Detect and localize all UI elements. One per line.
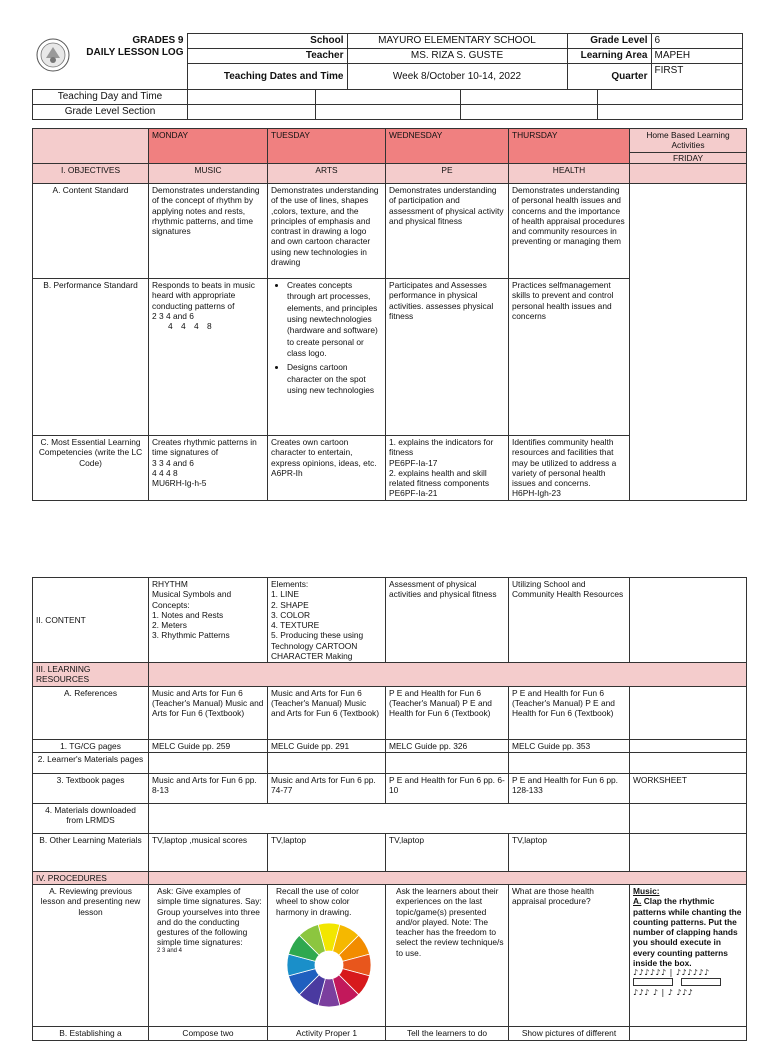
content-standard-label: A. Content Standard <box>33 184 149 279</box>
day-thursday: THURSDAY <box>509 129 630 164</box>
tg-pages-mon: MELC Guide pp. 259 <box>149 739 268 752</box>
color-wheel-image <box>285 921 373 1009</box>
dates-label: Teaching Dates and Time <box>187 64 347 90</box>
day-time-table <box>32 89 743 120</box>
friday-objectives-blank <box>630 184 747 501</box>
melc-mon-line1: Creates rhythmic patterns in time signatures of <box>152 437 257 458</box>
content-tue-line: 1. LINE <box>271 589 299 600</box>
other-materials-wed: TV,laptop <box>386 833 509 871</box>
melc-wed-code2: PE6PF-Ia-21 <box>389 488 438 499</box>
performance-standard-tue <box>268 279 386 436</box>
reviewing-lesson-label: A. Reviewing previous lesson and presenting new lesson <box>33 885 149 1027</box>
reviewing-wed: Ask the learners about their experiences on the last topic/game(s) presented and/or played. Note: The teacher has the freedom to select the review technique/s to use. <box>386 885 509 1027</box>
textbook-pages-fri: WORKSHEET <box>630 773 747 803</box>
performance-standard-mon <box>149 279 268 436</box>
melc-wed-line1: 1. explains the indicators for fitness <box>389 437 494 458</box>
tg-pages-label: 1. TG/CG pages <box>33 739 149 752</box>
content-thu: Utilizing School and Community Health Resources <box>509 578 630 663</box>
rhythm-notes-row-2: ♪♪♪ ♪ | ♪ ♪♪♪ <box>633 988 694 997</box>
procedures-band <box>149 871 747 884</box>
content-tue <box>268 578 386 663</box>
melc-mon <box>149 436 268 501</box>
day-wednesday: WEDNESDAY <box>386 129 509 164</box>
content-tue-line: 2. SHAPE <box>271 599 309 610</box>
dates-value: Week 8/October 10-14, 2022 <box>347 64 567 90</box>
friday-item-a: A. <box>633 896 642 907</box>
textbook-pages-label: 3. Textbook pages <box>33 773 149 803</box>
day-monday: MONDAY <box>149 129 268 164</box>
textbook-pages-thu: P E and Health for Fun 6 pp. 128-133 <box>509 773 630 803</box>
reviewing-tue <box>268 885 386 1027</box>
quarter-label: Quarter <box>567 64 651 90</box>
content-tue-line: 4. TEXTURE <box>271 620 320 630</box>
ps-tue-item: • Creates concepts through art processes, elements, and principles using newtechnologies (hardware and software) to create personal or class logo. <box>287 280 382 359</box>
subject-pe: PE <box>386 164 509 184</box>
ps-mon-line1: Responds to beats in music heard with appropriate conducting patterns of <box>152 280 255 311</box>
establishing-wed: Tell the learners to do <box>386 1027 509 1041</box>
answer-box[interactable] <box>633 978 673 986</box>
melc-mon-line3: 4 4 4 8 <box>152 467 178 478</box>
establishing-purpose-label: B. Establishing a <box>33 1027 149 1041</box>
day-time-cell-4 <box>598 90 743 105</box>
textbook-pages-wed: P E and Health for Fun 6 pp. 6-10 <box>386 773 509 803</box>
subject-friday-blank <box>630 164 747 184</box>
other-materials-tue: TV,laptop <box>268 833 386 871</box>
learners-materials-label: 2. Learner's Materials pages <box>33 752 149 773</box>
content-mon-line: 2. Meters <box>152 620 187 630</box>
lrmds-label: 4. Materials downloaded from LRMDS <box>33 803 149 833</box>
grade-level-label: Grade Level <box>567 34 651 49</box>
tg-pages-wed: MELC Guide pp. 326 <box>386 739 509 752</box>
reviewing-mon-signatures: 2 3 and 4 <box>157 947 183 954</box>
tg-pages-thu: MELC Guide pp. 353 <box>509 739 630 752</box>
lrmds-fri-blank <box>630 803 747 833</box>
content-tue-line: 3. COLOR <box>271 609 311 620</box>
melc-thu <box>509 436 630 501</box>
performance-standard-thu: Practices selfmanagement skills to prevent and control personal health issues and concerns <box>509 279 630 436</box>
ps-tue-item: • Designs cartoon character on the spot using new technologies <box>287 362 382 396</box>
friday-label: FRIDAY <box>630 152 746 163</box>
day-time-label: Teaching Day and Time <box>33 90 188 105</box>
melc-thu-text: Identifies community health resources and facilities that may be utilized to address a variety of personal health issues and concerns. <box>512 437 617 488</box>
ps-mon-line2: 2 3 4 and 6 <box>152 310 194 321</box>
day-time-cell-2 <box>316 90 461 105</box>
learning-resources-label: III. LEARNING RESOURCES <box>33 663 149 687</box>
content-label: II. CONTENT <box>33 578 149 663</box>
establishing-thu: Show pictures of different <box>509 1027 630 1041</box>
section-cell-3 <box>461 105 598 120</box>
grades-label: GRADES 9 <box>132 34 184 46</box>
other-materials-mon: TV,laptop ,musical scores <box>149 833 268 871</box>
lrmds-blank <box>149 803 630 833</box>
daily-lesson-log-title: DAILY LESSON LOG <box>86 46 184 58</box>
content-standard-mon: Demonstrates understanding of the concept of rhythm by applying notes and rests, rhythmic patterns, and time signatures <box>149 184 268 279</box>
melc-mon-code: MU6RH-Ig-h-5 <box>152 478 207 488</box>
friday-music-title: Music: <box>633 886 660 896</box>
other-materials-thu: TV,laptop <box>509 833 630 871</box>
melc-wed-line2: 2. explains health and skill related fitness components <box>389 467 490 488</box>
answer-box[interactable] <box>681 978 721 986</box>
objectives-label: I. OBJECTIVES <box>33 164 149 184</box>
reviewing-tue-text: Recall the use of color wheel to show color harmony in drawing. <box>276 886 359 917</box>
learning-area-label: Learning Area <box>567 49 651 64</box>
reviewing-mon <box>149 885 268 1027</box>
learning-area-value: MAPEH <box>651 49 742 64</box>
establishing-fri <box>630 1027 747 1041</box>
content-standard-wed: Demonstrates understanding of participation and assessment of physical activity and physical fitness <box>386 184 509 279</box>
textbook-pages-mon: Music and Arts for Fun 6 pp. 8-13 <box>149 773 268 803</box>
melc-tue-text: Creates own cartoon character to entertain, express opinions, ideas, etc. <box>271 437 377 468</box>
references-wed: P E and Health for Fun 6 (Teacher's Manual) P E and Health for Fun 6 (Textbook) <box>386 686 509 739</box>
performance-standard-wed: Participates and Assesses performance in physical activities. assesses physical fitness <box>386 279 509 436</box>
establishing-tue: Activity Proper 1 <box>268 1027 386 1041</box>
lm-thu <box>509 752 630 773</box>
grade-level-value: 6 <box>651 34 742 49</box>
melc-tue-code: A6PR-Ih <box>271 467 303 478</box>
tg-pages-tue: MELC Guide pp. 291 <box>268 739 386 752</box>
other-materials-label: B. Other Learning Materials <box>33 833 149 871</box>
textbook-pages-tue: Music and Arts for Fun 6 pp. 74-77 <box>268 773 386 803</box>
content-mon <box>149 578 268 663</box>
section-label: Grade Level Section <box>33 105 188 120</box>
reviewing-fri <box>630 885 747 1027</box>
tg-pages-fri-blank <box>630 739 747 752</box>
ps-mon-line3: 4 4 4 8 <box>168 321 212 331</box>
grades-title-cell <box>32 34 187 90</box>
content-table <box>32 577 747 1041</box>
teacher-value: MS. RIZA S. GUSTE <box>347 49 567 64</box>
corner-cell <box>33 129 149 164</box>
lm-tue <box>268 752 386 773</box>
lm-mon <box>149 752 268 773</box>
ps-tue-list <box>271 280 382 396</box>
references-thu: P E and Health for Fun 6 (Teacher's Manual) P E and Health for Fun 6 (Textbook) <box>509 686 630 739</box>
subject-arts: ARTS <box>268 164 386 184</box>
establishing-mon: Compose two <box>149 1027 268 1041</box>
reviewing-thu: What are those health appraisal procedure? <box>509 885 630 1027</box>
day-friday <box>630 129 747 164</box>
subject-health: HEALTH <box>509 164 630 184</box>
subject-music: MUSIC <box>149 164 268 184</box>
section-cell-1 <box>188 105 316 120</box>
melc-tue <box>268 436 386 501</box>
reviewing-mon-text: Ask: Give examples of simple time signatures. Say: Group yourselves into three and do the conducting gestures of the following simple time signatures: <box>157 886 262 948</box>
quarter-value: FIRST <box>651 64 742 90</box>
melc-thu-code: H6PH-Igh-23 <box>512 488 561 499</box>
learning-resources-band <box>149 663 747 687</box>
melc-wed-code1: PE6PF-Ia-17 <box>389 457 438 468</box>
content-standard-tue: Demonstrates understanding of the use of lines, shapes ,colors, texture, and the principles of emphasis and contrast in drawing a logo and own cartoon character using new technologies in drawing <box>268 184 386 279</box>
content-mon-line: Musical Symbols and Concepts: <box>152 589 232 610</box>
section-cell-2 <box>316 105 461 120</box>
section-cell-4 <box>598 105 743 120</box>
content-standard-thu: Demonstrates understanding of personal health issues and concerns and the importance of health appraisal procedures and community resources in preventing or managing them <box>509 184 630 279</box>
content-tue-line: Elements: <box>271 579 309 589</box>
friday-instruction-text: Clap the rhythmic patterns while chanting the counting patterns. Put the number of clapping hands you should execute in every counting patterns inside the box. <box>633 896 742 968</box>
content-fri-blank <box>630 578 747 663</box>
melc-mon-line2: 3 3 4 and 6 <box>152 457 194 468</box>
references-tue: Music and Arts for Fun 6 (Teacher's Manual) Music and Arts for Fun 6 (Textbook) <box>268 686 386 739</box>
melc-wed <box>386 436 509 501</box>
references-fri-blank <box>630 686 747 739</box>
lm-wed <box>386 752 509 773</box>
day-time-cell-1 <box>188 90 316 105</box>
procedures-label: IV. PROCEDURES <box>33 871 149 884</box>
friday-home-based-label: Home Based Learning Activities <box>646 130 730 151</box>
content-mon-line: RHYTHM <box>152 579 188 589</box>
melc-label: C. Most Essential Learning Competencies (write the LC Code) <box>33 436 149 501</box>
performance-standard-label: B. Performance Standard <box>33 279 149 436</box>
answer-boxes-row <box>633 978 743 988</box>
objectives-table <box>32 128 747 501</box>
content-tue-line: 5. Producing these using Technology CARTOON CHARACTER Making <box>271 630 364 661</box>
references-mon: Music and Arts for Fun 6 (Teacher's Manual) Music and Arts for Fun 6 (Textbook) <box>149 686 268 739</box>
references-label: A. References <box>33 686 149 739</box>
header-table <box>32 33 743 90</box>
day-time-cell-3 <box>461 90 598 105</box>
rhythm-notes-row-1: ♪♪♪♪♪♪ | ♪♪♪♪♪♪ <box>633 968 710 977</box>
content-wed: Assessment of physical activities and physical fitness <box>386 578 509 663</box>
color-wheel-center <box>316 952 342 978</box>
content-mon-line: 3. Rhythmic Patterns <box>152 630 230 641</box>
content-mon-line: 1. Notes and Rests <box>152 609 224 620</box>
day-tuesday: TUESDAY <box>268 129 386 164</box>
teacher-label: Teacher <box>187 49 347 64</box>
friday-music-instruction <box>633 896 743 968</box>
other-materials-fri-blank <box>630 833 747 871</box>
lm-fri <box>630 752 747 773</box>
school-value: MAYURO ELEMENTARY SCHOOL <box>347 34 567 49</box>
school-label: School <box>187 34 347 49</box>
